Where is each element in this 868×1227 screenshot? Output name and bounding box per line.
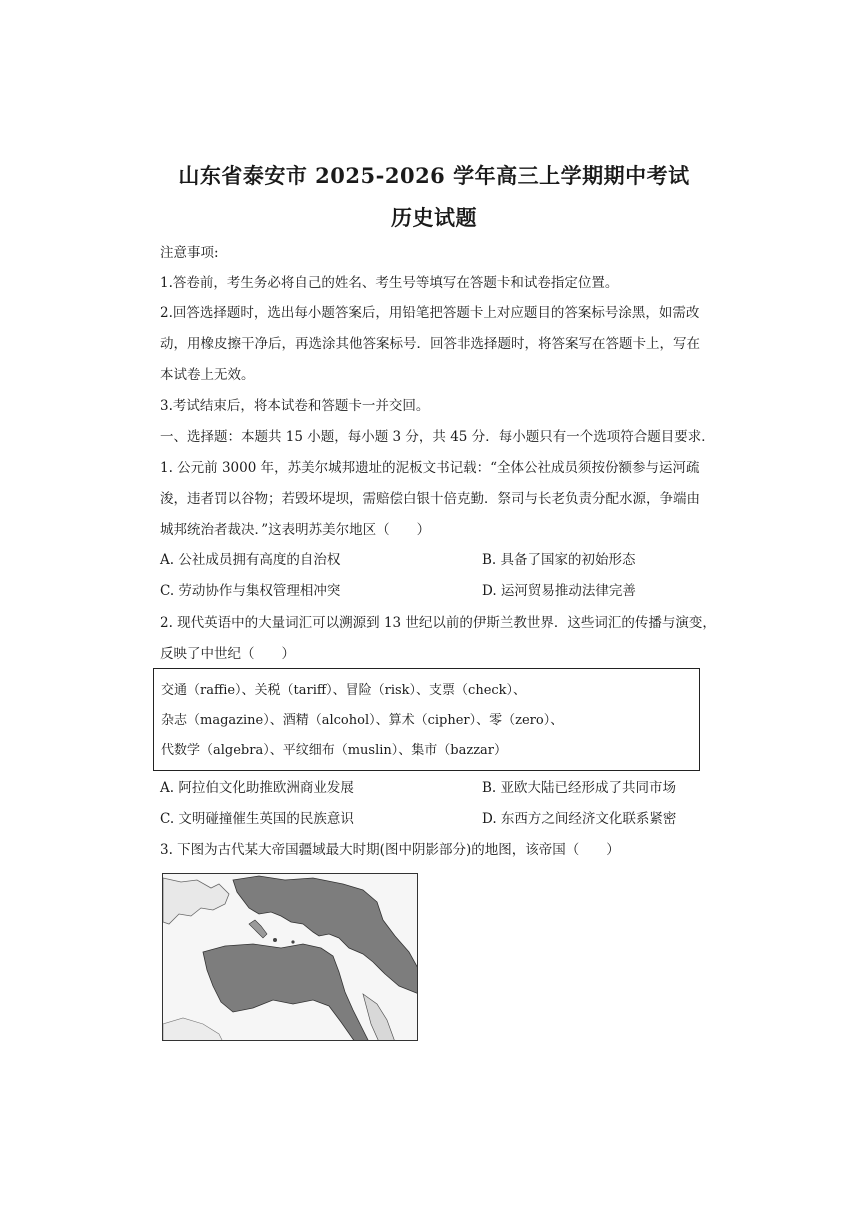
page-title: 山东省泰安市 2025-2026 学年高三上学期期中考试 xyxy=(178,163,690,188)
question-2-option-c: C. 文明碰撞催生英国的民族意识 xyxy=(160,811,354,827)
vocabulary-line-2: 杂志（magazine）、酒精（alcohol）、算术（cipher）、零（zero）、 xyxy=(161,713,564,728)
question-1-line-3: 城邦统治者裁决．”这表明苏美尔地区（ ） xyxy=(160,522,431,538)
notice-item-2-line-3: 本试卷上无效。 xyxy=(160,367,255,383)
island-marker xyxy=(273,938,277,942)
notice-item-2-line-2: 动，用橡皮擦干净后，再选涂其他答案标号．回答非选择题时，将答案写在答题卡上，写在 xyxy=(160,336,700,352)
vocabulary-line-3: 代数学（algebra）、平纹细布（muslin）、集市（bazzar） xyxy=(161,743,508,758)
section-heading: 一、选择题：本题共 15 小题，每小题 3 分，共 45 分．每小题只有一个选项符合题目要求． xyxy=(160,429,715,445)
question-2-option-d: D. 东西方之间经济文化联系紧密 xyxy=(482,811,677,827)
empire-map xyxy=(162,873,418,1041)
notice-item-1: 1.答卷前，考生务必将自己的姓名、考生号等填写在答题卡和试卷指定位置。 xyxy=(160,275,619,291)
empire-map-graphic xyxy=(163,874,418,1041)
vocabulary-line-1: 交通（raffie）、关税（tariff）、冒险（risk）、支票（check）、 xyxy=(161,683,527,698)
island-marker xyxy=(291,940,294,943)
page-subtitle: 历史试题 xyxy=(391,205,477,230)
question-1-option-c: C. 劳动协作与集权管理相冲突 xyxy=(160,583,341,599)
question-1-line-1: 1. 公元前 3000 年，苏美尔城邦遗址的泥板文书记载：“全体公社成员须按份额参与运河疏 xyxy=(160,460,700,476)
notice-item-3: 3.考试结束后，将本试卷和答题卡一并交回。 xyxy=(160,398,430,414)
question-2-line-1: 2. 现代英语中的大量词汇可以溯源到 13 世纪以前的伊斯兰教世界．这些词汇的传播与演变， xyxy=(160,615,716,631)
question-2-option-a: A. 阿拉伯文化助推欧洲商业发展 xyxy=(160,780,354,796)
question-1-option-d: D. 运河贸易推动法律完善 xyxy=(482,583,636,599)
question-1-line-2: 浚，违者罚以谷物；若毁坏堤坝，需赔偿白银十倍克勤．祭司与长老负责分配水源，争端由 xyxy=(160,491,700,507)
notice-heading: 注意事项: xyxy=(160,245,219,261)
question-1-option-a: A. 公社成员拥有高度的自治权 xyxy=(160,552,341,568)
vocabulary-box xyxy=(153,668,700,771)
notice-item-2-line-1: 2.回答选择题时，选出每小题答案后，用铅笔把答题卡上对应题目的答案标号涂黑，如需改 xyxy=(160,305,700,321)
question-2-line-2: 反映了中世纪（ ） xyxy=(160,646,295,662)
question-3-line-1: 3. 下图为古代某大帝国疆域最大时期(图中阴影部分)的地图，该帝国（ ） xyxy=(160,842,620,858)
question-1-option-b: B. 具备了国家的初始形态 xyxy=(482,552,636,568)
question-2-option-b: B. 亚欧大陆已经形成了共同市场 xyxy=(482,780,677,796)
